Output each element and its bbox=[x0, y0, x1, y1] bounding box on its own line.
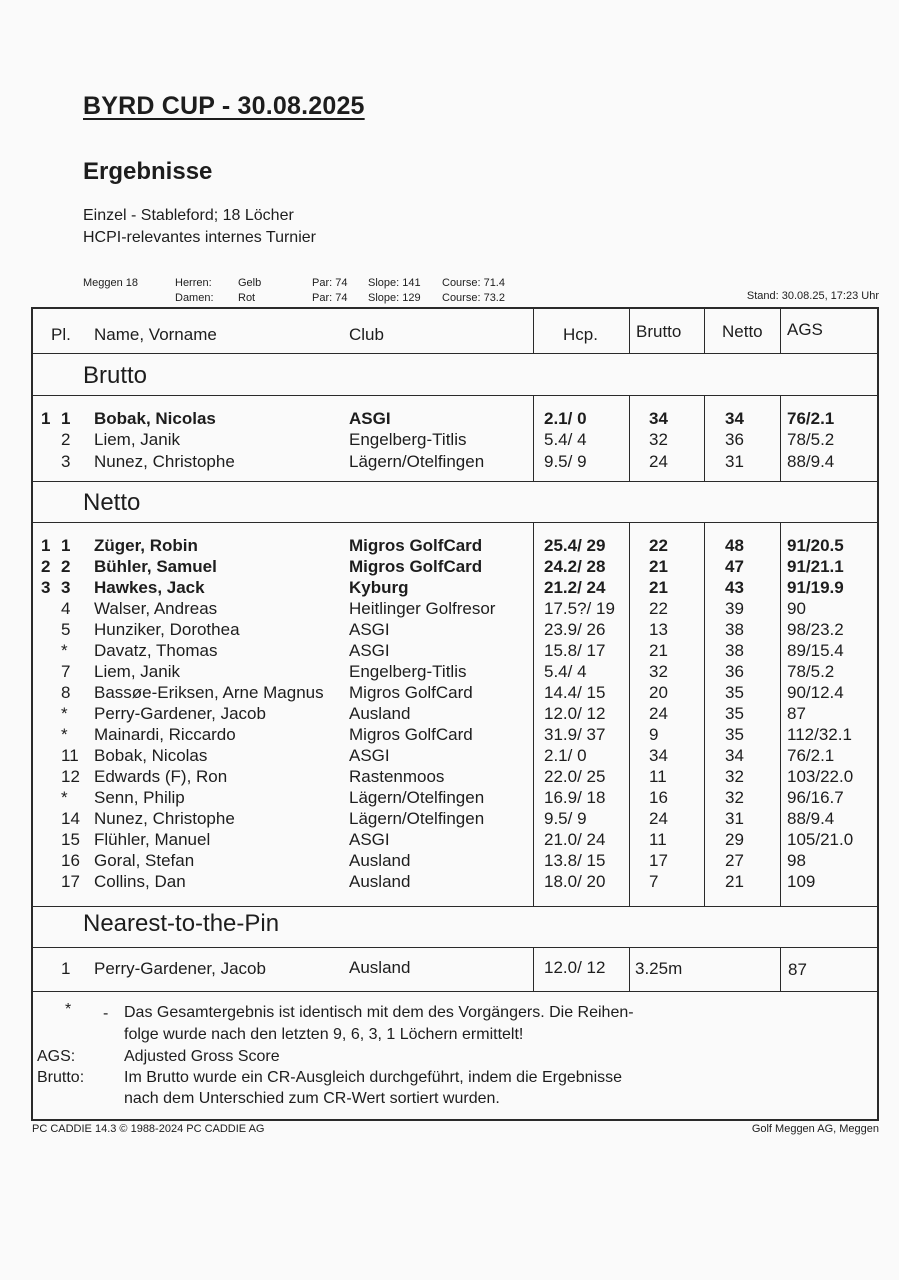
club: Lägern/Otelfingen bbox=[349, 788, 485, 807]
section-title-brutto: Brutto bbox=[83, 362, 148, 389]
brutto-score: 16 bbox=[649, 788, 668, 807]
player-name: Davatz, Thomas bbox=[94, 641, 218, 660]
ags: 103/22.0 bbox=[787, 767, 854, 786]
handicap: 2.1/ 0 bbox=[544, 409, 587, 428]
netto-score: 36 bbox=[725, 430, 744, 450]
section-divider bbox=[33, 991, 877, 992]
place: 8 bbox=[61, 683, 71, 702]
brutto-score: 22 bbox=[649, 599, 668, 618]
netto-score: 31 bbox=[725, 809, 744, 828]
player-name: Züger, Robin bbox=[94, 536, 198, 555]
netto-score: 36 bbox=[725, 662, 744, 681]
handicap: 5.4/ 4 bbox=[544, 662, 587, 681]
ags: 87 bbox=[788, 960, 807, 979]
brutto-score: 11 bbox=[649, 767, 667, 786]
legend-star-text: Das Gesamtergebnis ist identisch mit dem des Vorgängers. Die Reihen- bbox=[124, 1004, 634, 1021]
herren-tee: Gelb bbox=[238, 277, 262, 289]
club: Migros GolfCard bbox=[349, 725, 473, 744]
header-brutto: Brutto bbox=[636, 322, 682, 341]
column-divider bbox=[704, 309, 705, 353]
netto-score: 43 bbox=[725, 578, 744, 597]
club: ASGI bbox=[349, 746, 390, 765]
damen-label: Damen: bbox=[175, 292, 214, 304]
netto-score: 32 bbox=[725, 788, 744, 807]
club: Lägern/Otelfingen bbox=[349, 451, 485, 471]
handicap: 25.4/ 29 bbox=[544, 536, 606, 555]
brutto-score: 24 bbox=[649, 809, 668, 828]
club: ASGI bbox=[349, 830, 390, 849]
ags: 112/32.1 bbox=[787, 725, 852, 744]
legend-ags-key: AGS: bbox=[37, 1048, 76, 1065]
damen-par: Par: 74 bbox=[312, 292, 348, 304]
section-divider bbox=[33, 481, 877, 482]
herren-course: Course: 71.4 bbox=[442, 277, 505, 289]
netto-score: 34 bbox=[725, 746, 744, 765]
column-divider bbox=[629, 395, 630, 481]
club: ASGI bbox=[349, 620, 390, 639]
document-title: BYRD CUP - 30.08.2025 bbox=[83, 92, 365, 120]
brutto-score: 21 bbox=[649, 578, 668, 597]
header-name: Name, Vorname bbox=[94, 325, 217, 344]
handicap: 15.8/ 17 bbox=[544, 641, 606, 660]
netto-score: 38 bbox=[725, 641, 744, 660]
club: Ausland bbox=[349, 872, 411, 891]
column-divider bbox=[704, 522, 705, 906]
distance: 3.25m bbox=[635, 959, 683, 978]
club: Migros GolfCard bbox=[349, 536, 483, 555]
handicap: 23.9/ 26 bbox=[544, 620, 606, 639]
column-divider bbox=[780, 395, 781, 481]
column-divider bbox=[629, 309, 630, 353]
place: 3 bbox=[61, 578, 71, 597]
club: Engelberg-Titlis bbox=[349, 662, 467, 681]
column-divider bbox=[533, 522, 534, 906]
ags: 89/15.4 bbox=[787, 641, 844, 660]
section-divider bbox=[33, 906, 877, 907]
column-divider bbox=[780, 522, 781, 906]
document-subtitle: Ergebnisse bbox=[83, 158, 213, 185]
ags: 91/21.1 bbox=[787, 557, 844, 576]
place: * bbox=[61, 704, 68, 723]
player-name: Liem, Janik bbox=[94, 662, 180, 681]
column-divider bbox=[629, 522, 630, 906]
herren-par: Par: 74 bbox=[312, 277, 348, 289]
handicap: 13.8/ 15 bbox=[544, 851, 606, 870]
club: Ausland bbox=[349, 704, 411, 723]
netto-score: 34 bbox=[725, 409, 744, 428]
legend-star-key: * bbox=[65, 1001, 72, 1018]
player-name: Bühler, Samuel bbox=[94, 557, 217, 576]
player-name: Nunez, Christophe bbox=[94, 451, 235, 471]
ags: 88/9.4 bbox=[787, 809, 835, 828]
column-divider bbox=[629, 947, 630, 991]
club: Lägern/Otelfingen bbox=[349, 809, 485, 828]
handicap: 14.4/ 15 bbox=[544, 683, 606, 702]
player-name: Nunez, Christophe bbox=[94, 809, 235, 828]
place: 1 bbox=[61, 536, 71, 555]
place: 12 bbox=[61, 767, 80, 786]
herren-slope: Slope: 141 bbox=[368, 277, 421, 289]
netto-score: 48 bbox=[725, 536, 744, 555]
place: 17 bbox=[61, 872, 80, 891]
player-name: Walser, Andreas bbox=[94, 599, 218, 618]
format-description: Einzel - Stableford; 18 Löcher bbox=[83, 207, 294, 224]
section-divider bbox=[33, 947, 877, 948]
ags: 109 bbox=[787, 872, 816, 891]
place: 1 bbox=[61, 959, 71, 978]
brutto-score: 24 bbox=[649, 704, 668, 723]
ags: 90/12.4 bbox=[787, 683, 844, 702]
handicap: 22.0/ 25 bbox=[544, 767, 606, 786]
brutto-score: 32 bbox=[649, 430, 668, 450]
place: 2 bbox=[61, 430, 71, 450]
netto-score: 38 bbox=[725, 620, 744, 639]
column-divider bbox=[780, 309, 781, 353]
brutto-score: 13 bbox=[649, 620, 668, 639]
brutto-score: 7 bbox=[649, 872, 659, 891]
section-divider bbox=[33, 522, 877, 523]
herren-label: Herren: bbox=[175, 277, 212, 289]
place: 16 bbox=[61, 851, 80, 870]
legend-brutto-key: Brutto: bbox=[37, 1069, 85, 1086]
netto-score: 29 bbox=[725, 830, 744, 849]
brutto-score: 22 bbox=[649, 536, 668, 555]
ags: 105/21.0 bbox=[787, 830, 854, 849]
header-hcp: Hcp. bbox=[563, 325, 598, 344]
ags: 88/9.4 bbox=[787, 451, 835, 471]
netto-score: 47 bbox=[725, 557, 744, 576]
handicap: 18.0/ 20 bbox=[544, 872, 606, 891]
club: Engelberg-Titlis bbox=[349, 430, 467, 450]
ags: 76/2.1 bbox=[787, 409, 835, 428]
club: Heitlinger Golfresor bbox=[349, 599, 496, 618]
tournament-type: HCPI-relevantes internes Turnier bbox=[83, 229, 316, 246]
player-name: Liem, Janik bbox=[94, 430, 180, 450]
brutto-score: 34 bbox=[649, 746, 668, 765]
legend-brutto-text: nach dem Unterschied zum CR-Wert sortiert wurden. bbox=[124, 1090, 500, 1107]
place: 4 bbox=[61, 599, 71, 618]
ags: 98 bbox=[787, 851, 806, 870]
handicap: 2.1/ 0 bbox=[544, 746, 587, 765]
netto-score: 35 bbox=[725, 704, 744, 723]
netto-score: 21 bbox=[725, 872, 744, 891]
damen-course: Course: 73.2 bbox=[442, 292, 505, 304]
place: 14 bbox=[61, 809, 80, 828]
legend-star-text: folge wurde nach den letzten 9, 6, 3, 1 Löchern ermittelt! bbox=[124, 1026, 524, 1043]
legend-brutto-text: Im Brutto wurde ein CR-Ausgleich durchgeführt, indem die Ergebnisse bbox=[124, 1069, 623, 1086]
section-divider bbox=[33, 395, 877, 396]
place: 1 bbox=[61, 409, 71, 428]
handicap: 9.5/ 9 bbox=[544, 809, 587, 828]
netto-score: 35 bbox=[725, 725, 744, 744]
rank-number: 1 bbox=[41, 409, 51, 428]
footer-software: PC CADDIE 14.3 © 1988-2024 PC CADDIE AG bbox=[32, 1123, 265, 1135]
brutto-score: 20 bbox=[649, 683, 668, 702]
player-name: Bobak, Nicolas bbox=[94, 409, 216, 428]
damen-tee: Rot bbox=[238, 292, 256, 304]
header-netto: Netto bbox=[722, 322, 763, 341]
place: 5 bbox=[61, 620, 71, 639]
club: Ausland bbox=[349, 851, 411, 870]
place: * bbox=[61, 725, 68, 744]
ags: 91/19.9 bbox=[787, 578, 844, 597]
player-name: Bassøe-Eriksen, Arne Magnus bbox=[94, 683, 324, 702]
player-name: Edwards (F), Ron bbox=[94, 767, 228, 786]
footer-club: Golf Meggen AG, Meggen bbox=[751, 1123, 879, 1135]
column-divider bbox=[780, 947, 781, 991]
ags: 96/16.7 bbox=[787, 788, 844, 807]
legend-ags-text: Adjusted Gross Score bbox=[124, 1048, 280, 1065]
ags: 87 bbox=[787, 704, 806, 723]
handicap: 5.4/ 4 bbox=[544, 430, 587, 450]
club: ASGI bbox=[349, 641, 390, 660]
place: 11 bbox=[61, 746, 79, 765]
rank-number: 3 bbox=[41, 578, 51, 597]
ags: 91/20.5 bbox=[787, 536, 844, 555]
course-name: Meggen 18 bbox=[83, 277, 139, 289]
place: * bbox=[61, 641, 68, 660]
handicap: 9.5/ 9 bbox=[544, 451, 587, 471]
club: ASGI bbox=[349, 409, 391, 428]
player-name: Hawkes, Jack bbox=[94, 578, 205, 597]
brutto-score: 24 bbox=[649, 451, 668, 471]
handicap: 12.0/ 12 bbox=[544, 958, 606, 977]
place: 3 bbox=[61, 451, 71, 471]
handicap: 12.0/ 12 bbox=[544, 704, 606, 723]
ags: 78/5.2 bbox=[787, 662, 835, 681]
brutto-score: 32 bbox=[649, 662, 668, 681]
club: Rastenmoos bbox=[349, 767, 445, 786]
player-name: Goral, Stefan bbox=[94, 851, 195, 870]
player-name: Mainardi, Riccardo bbox=[94, 725, 236, 744]
brutto-score: 11 bbox=[649, 830, 667, 849]
results-table bbox=[31, 307, 879, 1121]
ags: 90 bbox=[787, 599, 806, 618]
netto-score: 32 bbox=[725, 767, 744, 786]
netto-score: 39 bbox=[725, 599, 744, 618]
place: 7 bbox=[61, 662, 71, 681]
club: Ausland bbox=[349, 958, 411, 977]
player-name: Perry-Gardener, Jacob bbox=[94, 704, 266, 723]
club: Migros GolfCard bbox=[349, 557, 483, 576]
rank-number: 1 bbox=[41, 536, 51, 555]
player-name: Flühler, Manuel bbox=[94, 830, 211, 849]
brutto-score: 34 bbox=[649, 409, 668, 428]
handicap: 21.2/ 24 bbox=[544, 578, 606, 597]
player-name: Collins, Dan bbox=[94, 872, 186, 891]
header-club: Club bbox=[349, 325, 384, 344]
section-title-netto: Netto bbox=[83, 489, 141, 516]
handicap: 21.0/ 24 bbox=[544, 830, 606, 849]
column-divider bbox=[533, 309, 534, 353]
ags: 78/5.2 bbox=[787, 430, 835, 450]
netto-score: 27 bbox=[725, 851, 744, 870]
place: 2 bbox=[61, 557, 71, 576]
header-divider bbox=[33, 353, 877, 354]
brutto-score: 21 bbox=[649, 641, 668, 660]
ags: 76/2.1 bbox=[787, 746, 835, 765]
place: * bbox=[61, 788, 68, 807]
player-name: Perry-Gardener, Jacob bbox=[94, 959, 266, 978]
brutto-score: 17 bbox=[649, 851, 668, 870]
handicap: 16.9/ 18 bbox=[544, 788, 606, 807]
netto-score: 35 bbox=[725, 683, 744, 702]
column-divider bbox=[704, 395, 705, 481]
damen-slope: Slope: 129 bbox=[368, 292, 421, 304]
column-divider bbox=[533, 947, 534, 991]
place: 15 bbox=[61, 830, 80, 849]
handicap: 24.2/ 28 bbox=[544, 557, 606, 576]
section-title-ntp: Nearest-to-the-Pin bbox=[83, 910, 280, 937]
player-name: Senn, Philip bbox=[94, 788, 185, 807]
column-divider bbox=[533, 395, 534, 481]
netto-score: 31 bbox=[725, 451, 744, 471]
legend-star-dash: - bbox=[103, 1005, 109, 1022]
header-place: Pl. bbox=[51, 325, 71, 344]
player-name: Bobak, Nicolas bbox=[94, 746, 208, 765]
header-ags: AGS bbox=[787, 320, 823, 339]
club: Kyburg bbox=[349, 578, 409, 597]
ags: 98/23.2 bbox=[787, 620, 844, 639]
brutto-score: 21 bbox=[649, 557, 668, 576]
timestamp: Stand: 30.08.25, 17:23 Uhr bbox=[746, 290, 879, 302]
brutto-score: 9 bbox=[649, 725, 659, 744]
rank-number: 2 bbox=[41, 557, 51, 576]
club: Migros GolfCard bbox=[349, 683, 473, 702]
handicap: 31.9/ 37 bbox=[544, 725, 606, 744]
player-name: Hunziker, Dorothea bbox=[94, 620, 240, 639]
handicap: 17.5?/ 19 bbox=[544, 599, 615, 618]
